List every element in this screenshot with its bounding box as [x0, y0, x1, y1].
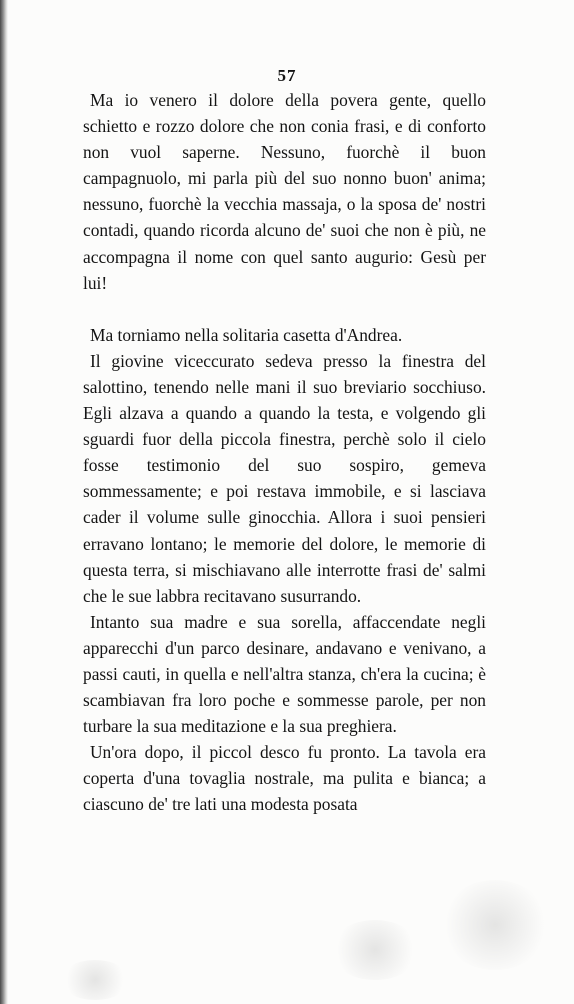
paragraph: Intanto sua madre e sua sorella, affaccendate negli apparecchi d'un parco desinare, andavano e venivano, a passi cauti, in quella e nell'altra stanza, ch'era la cucina; è scambiavan fra loro poche e sommesse parole, per non turbare la sua meditazione e la sua preghiera.: [83, 611, 486, 737]
paragraph: Un'ora dopo, il piccol desco fu pronto. La tavola era coperta d'una tovaglia nostrale, ma pulita e bianca; a ciascuno de' tre lati una modesta posata: [83, 742, 486, 815]
paragraph: Il giovine viceccurato sedeva presso la finestra del salottino, tenendo nelle mani il suo breviario socchiuso. Egli alzava a quando a quando la testa, e volgendo gli sguardi fuor della piccola finestra, perchè solo il cielo fosse testimonio del suo sospiro, gemeva sommessamente; e poi restava immobile, e si lasciava cader il volume sulle ginocchia. Allora i suoi pensieri erravano lontano; le memorie del dolore, le memorie di questa terra, si mischiavano alle interrotte frasi de' salmi che le sue labbra recitavano susurrando.: [83, 350, 486, 606]
paragraph: Ma io venero il dolore della povera gente, quello schietto e rozzo dolore che non conia frasi, e di conforto non vuol saperne. Nessuno, fuorchè il buon campagnuolo, mi parla più del suo nonno buon' anima; nessuno, fuorchè la vecchia massaja, o la sposa de' nostri contadi, quando ricorda alcuno de' suoi che non è più, ne accompagna il nome con quel santo augurio: Gesù per lui!: [83, 90, 486, 293]
paper-stain: [60, 960, 130, 1000]
paragraph: Ma torniamo nella solitaria casetta d'Andrea.: [90, 324, 403, 345]
body-text: [83, 87, 486, 818]
binding-edge: [0, 0, 8, 1004]
paper-stain: [440, 880, 550, 970]
paragraph-gap: [83, 296, 486, 322]
page-number: 57: [277, 66, 297, 85]
paper-stain: [330, 920, 420, 980]
